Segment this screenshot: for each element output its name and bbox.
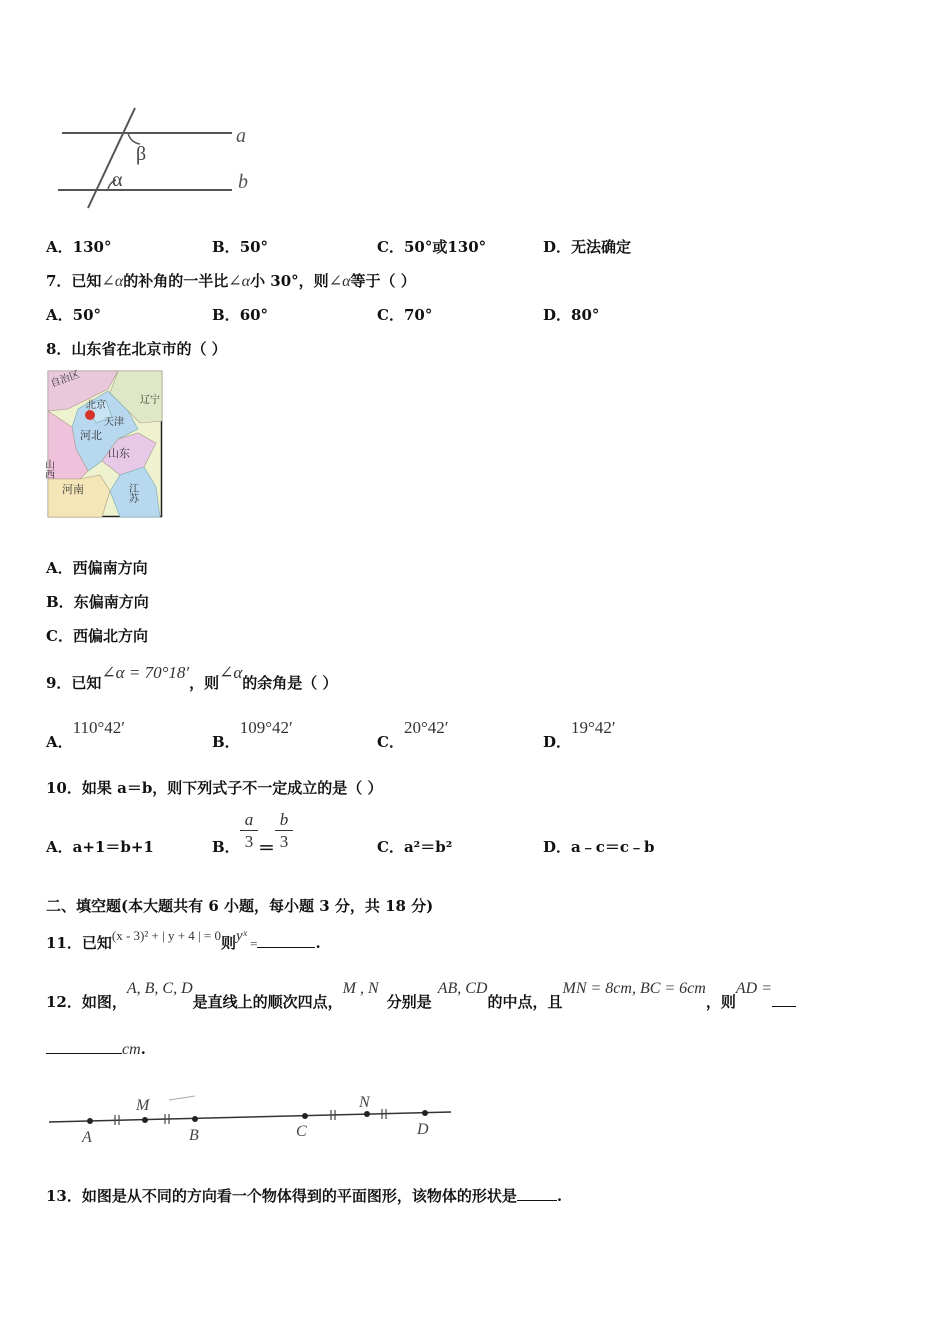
q9-option-d: D．19°42′ xyxy=(543,718,616,751)
q12-stem: 12．如图，A, B, C, D是直线上的顺次四点，M , N分别是AB, CD的中点，且MN = 8cm, BC = 6cm，则AD = xyxy=(46,977,796,998)
map-label-henan: 河南 xyxy=(62,484,84,496)
q8-option-c: C．西偏北方向 xyxy=(46,627,148,645)
point-d xyxy=(422,1110,428,1116)
q12-stem-line2: cm. xyxy=(46,1039,146,1059)
line-a-label: a xyxy=(236,125,246,147)
q9-stem: 9．已知∠α = 70°18′，则∠α的余角是（ ） xyxy=(46,663,338,692)
q13-stem: 13．如图是从不同的方向看一个物体得到的平面图形，该物体的形状是 . xyxy=(46,1187,563,1205)
q6-option-a: A．130° xyxy=(46,238,112,256)
angle-beta-label: β xyxy=(136,143,147,165)
q11-expression: (x - 3)² + | y + 4 | = 0 xyxy=(111,928,221,943)
q12-straight-line xyxy=(49,1112,451,1122)
map-label-tianjin: 天津 xyxy=(104,417,124,428)
beijing-marker xyxy=(85,410,95,420)
q8-option-b: B．东偏南方向 xyxy=(46,593,149,611)
q11-stem: 11．已知(x - 3)² + | y + 4 | = 0则yˣ = . xyxy=(46,928,321,952)
q10-fraction-b xyxy=(275,810,293,853)
label-c: C xyxy=(296,1123,307,1140)
map-label-autonomous: 自治区 xyxy=(49,369,82,390)
q10-fraction-a-numerator: a xyxy=(240,810,258,831)
q10-option-b-label: B． xyxy=(212,838,240,856)
label-m: M xyxy=(136,1097,150,1114)
map-label-shandong: 山东 xyxy=(108,448,130,460)
q11-power: yˣ xyxy=(235,928,247,944)
q10-fraction-b-numerator: b xyxy=(275,810,293,831)
q12-answer-blank-part2[interactable] xyxy=(46,1039,122,1054)
q7-stem: 7．已知∠α的补角的一半比∠α小 30°，则∠α等于（ ） xyxy=(46,272,416,290)
map-label-liaoning: 辽宁 xyxy=(140,395,160,406)
q8-option-a: A．西偏南方向 xyxy=(46,559,148,577)
q6-option-c: C．50°或130° xyxy=(377,238,487,256)
q7-option-b: B．60° xyxy=(212,306,269,324)
q13-answer-blank[interactable] xyxy=(517,1186,557,1201)
section-2-heading: 二、填空题(本大题共有 6 小题，每小题 3 分，共 18 分) xyxy=(46,897,434,915)
label-a: A xyxy=(82,1129,92,1146)
q9-option-a: A．110°42′ xyxy=(46,718,126,751)
point-b xyxy=(192,1116,198,1122)
line-b-label: b xyxy=(238,171,248,193)
point-n xyxy=(364,1111,370,1117)
q10-fraction-a-denominator: 3 xyxy=(244,832,254,851)
q10-option-a: A．a+1＝b+1 xyxy=(46,838,154,856)
q7-option-d: D．80° xyxy=(543,306,600,324)
angle-alpha-label: α xyxy=(112,169,123,191)
map-label-jiangsu: 江苏 xyxy=(126,483,138,503)
point-a xyxy=(87,1118,93,1124)
q7-option-c: C．70° xyxy=(377,306,433,324)
q10-option-c: C．a²＝b² xyxy=(377,838,453,856)
label-n: N xyxy=(359,1094,370,1111)
q10-fraction-b-denominator: 3 xyxy=(279,832,289,851)
q8-stem: 8．山东省在北京市的（ ） xyxy=(46,340,227,358)
region-map xyxy=(42,369,162,517)
map-label-shanxi: 山西 xyxy=(42,459,54,479)
q7-option-a: A．50° xyxy=(46,306,102,324)
label-d: D xyxy=(417,1121,429,1138)
label-b: B xyxy=(189,1127,199,1144)
q10-option-d: D．a﹣c＝c﹣b xyxy=(543,838,655,856)
map-label-beijing: 北京 xyxy=(86,400,106,411)
q12-line-figure xyxy=(45,1088,455,1150)
transversal-line xyxy=(88,108,135,208)
q9-option-c: C．20°42′ xyxy=(377,718,449,751)
q10-fraction-a xyxy=(240,810,258,853)
point-c xyxy=(302,1113,308,1119)
q9-option-b: B．109°42′ xyxy=(212,718,293,751)
map-region-henan xyxy=(48,475,110,517)
q11-answer-blank[interactable] xyxy=(257,933,315,948)
map-label-hebei: 河北 xyxy=(80,430,102,442)
parallel-lines-figure xyxy=(50,100,280,215)
point-m xyxy=(142,1117,148,1123)
q12-answer-blank-part1[interactable] xyxy=(772,992,796,1007)
q10-stem: 10．如果 a＝b，则下列式子不一定成立的是（ ） xyxy=(46,779,383,797)
q6-option-b: B．50° xyxy=(212,238,269,256)
q10-fraction-equals: ＝ xyxy=(258,839,275,859)
q6-option-d: D．无法确定 xyxy=(543,238,632,256)
